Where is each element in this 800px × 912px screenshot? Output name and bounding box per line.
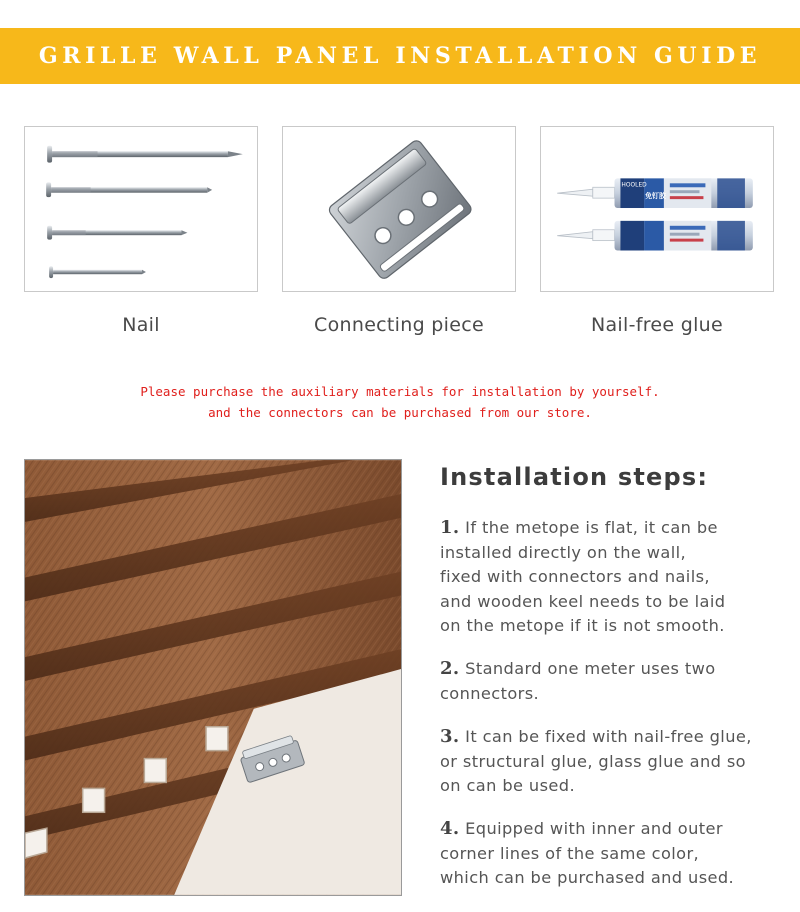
connecting-piece-image [282, 126, 516, 292]
step-text-line: connectors. [440, 683, 540, 703]
step-4 [440, 817, 785, 891]
notice-line-2: and the connectors can be purchased from our store. [208, 405, 592, 420]
step-text-line: fixed with connectors and nails, [440, 567, 710, 586]
step-number: 2. [440, 658, 460, 679]
wood-grille-panel-icon [25, 460, 401, 895]
step-text-line: on the metope if it is not smooth. [440, 616, 725, 635]
connecting-piece-icon [283, 127, 515, 291]
notice-line-1: Please purchase the auxiliary materials for installation by yourself. [140, 384, 660, 399]
connecting-piece-label: Connecting piece [314, 314, 484, 336]
panel-installation-photo [24, 459, 402, 896]
step-number: 3. [440, 726, 460, 747]
steps-heading: Installation steps: [440, 463, 709, 491]
step-text-line: If the metope is flat, it can be [465, 518, 718, 537]
glue-image [540, 126, 774, 292]
glue-label: Nail-free glue [590, 314, 724, 336]
step-text-line: which can be purchased and used. [440, 868, 735, 887]
step-text-line: or structural glue, glass glue and so [440, 751, 746, 771]
page-title: GRILLE WALL PANEL INSTALLATION GUIDE [38, 43, 762, 69]
nail-icon [25, 127, 257, 291]
title-banner [0, 28, 800, 84]
glue-brand-text: HOOLED [621, 182, 647, 189]
step-2 [440, 657, 785, 706]
step-1 [440, 516, 785, 639]
nail-image [24, 126, 258, 292]
step-text-line: on can be used. [440, 776, 575, 795]
glue-tube-icon [541, 127, 773, 291]
step-number: 4. [440, 818, 460, 839]
nail-label: Nail [122, 314, 160, 336]
step-text-line: and wooden keel needs to be laid [440, 591, 726, 611]
step-3 [440, 725, 785, 799]
step-text-line: Equipped with inner and outer [465, 819, 723, 838]
step-text-line: corner lines of the same color, [440, 843, 700, 863]
step-number: 1. [440, 517, 460, 538]
step-text-line: It can be fixed with nail-free glue, [465, 727, 752, 746]
step-text-line: Standard one meter uses two [465, 659, 716, 678]
glue-product-text: 免钉胶 [645, 192, 666, 201]
step-text-line: installed directly on the wall, [440, 542, 687, 562]
